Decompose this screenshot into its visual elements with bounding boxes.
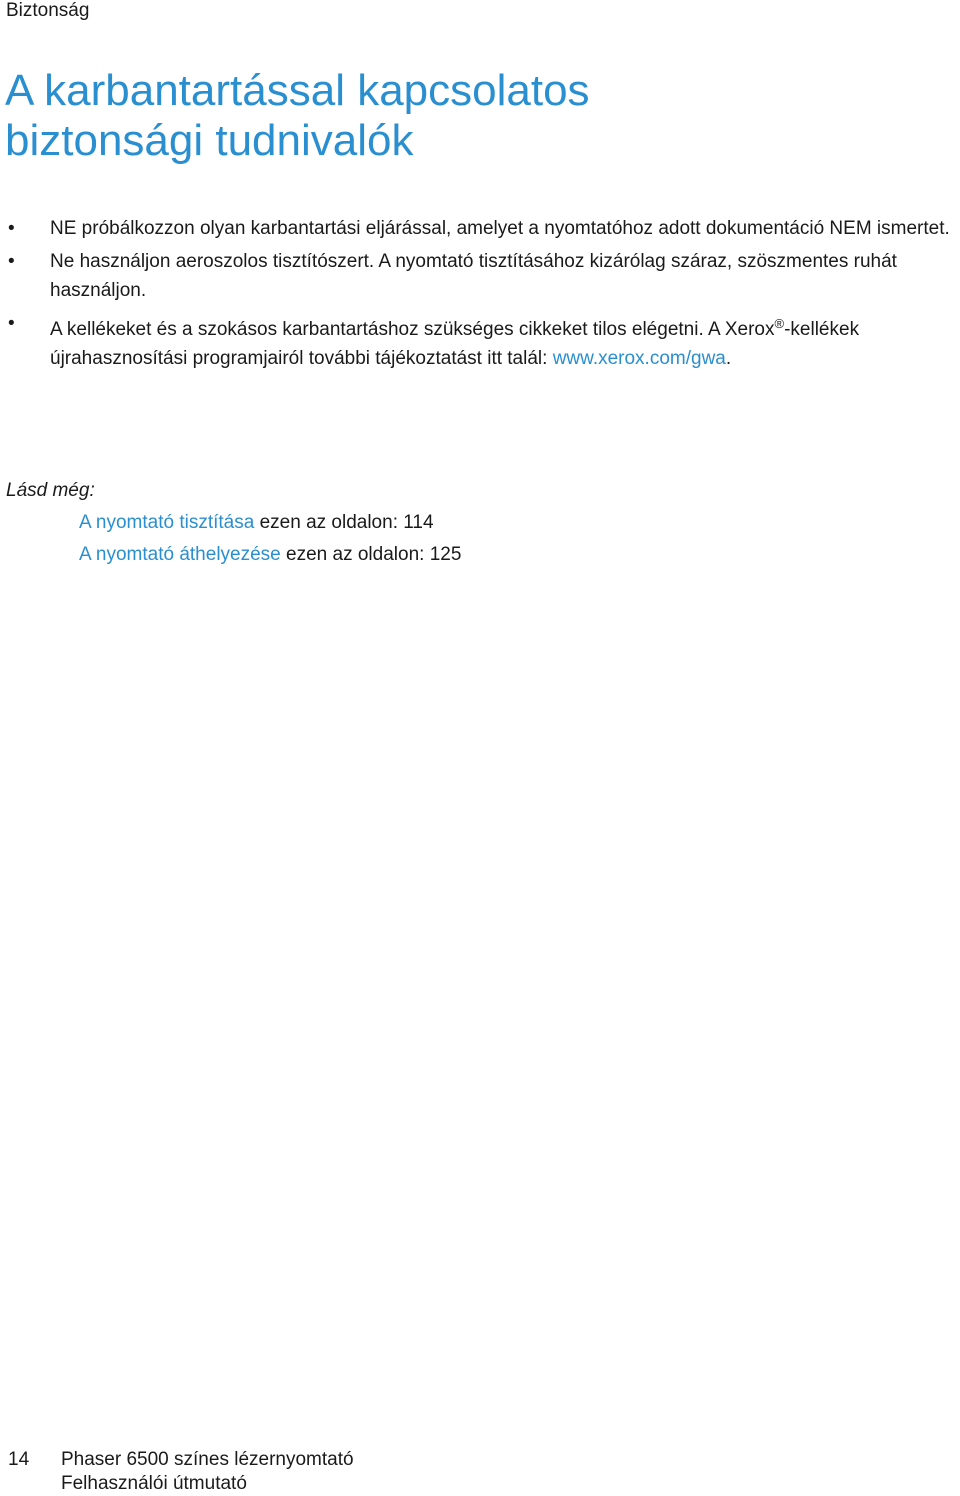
xerox-recycling-link[interactable]: www.xerox.com/gwa — [552, 348, 726, 369]
moving-link[interactable]: A nyomtató áthelyezése — [79, 544, 281, 565]
footer-product-name: Phaser 6500 színes lézernyomtató — [61, 1449, 354, 1470]
related-item-moving — [79, 540, 461, 569]
see-also-label: Lásd még: — [6, 480, 95, 501]
bullet-icon: • — [8, 218, 15, 239]
bullet-item-1 — [0, 214, 960, 243]
bullet-icon: • — [8, 313, 15, 334]
footer-page-number: 14 — [8, 1449, 30, 1470]
running-header: Biztonság — [6, 0, 90, 21]
registered-mark: ® — [774, 316, 785, 331]
page-title-line-2: biztonsági tudnivalók — [5, 116, 414, 165]
footer-guide-name: Felhasználói útmutató — [61, 1473, 247, 1494]
related-item-cleaning — [79, 508, 434, 537]
bullet-item-2 — [0, 247, 960, 305]
bullet-text: A kellékeket és a szokásos karbantartáshoz szükséges cikkeket tilos elégetni. A Xerox — [50, 319, 775, 340]
bullet-text: Ne használjon aeroszolos tisztítószert. A nyomtató tisztításához kizárólag száraz, szöszmentes ruhát használjon. — [50, 251, 897, 301]
footer-product-info — [61, 1448, 354, 1496]
bullet-item-3 — [0, 309, 960, 373]
related-page-ref: ezen az oldalon: 125 — [280, 544, 462, 565]
bullet-text: NE próbálkozzon olyan karbantartási eljárással, amelyet a nyomtatóhoz adott dokumentáció NEM ismertet. — [50, 218, 950, 239]
related-page-ref: ezen az oldalon: 114 — [254, 512, 434, 533]
cleaning-link[interactable]: A nyomtató tisztítása — [79, 512, 255, 533]
bullet-text-continued: -kellékek újrahasznosítási programjairól további tájékoztatást itt talál: — [50, 319, 860, 369]
bullet-icon: • — [8, 251, 15, 272]
page-title-line-1: A karbantartással kapcsolatos — [5, 66, 590, 115]
bullet-text-end: . — [725, 348, 732, 369]
safety-bullet-list — [0, 214, 960, 377]
page-title — [5, 66, 905, 166]
